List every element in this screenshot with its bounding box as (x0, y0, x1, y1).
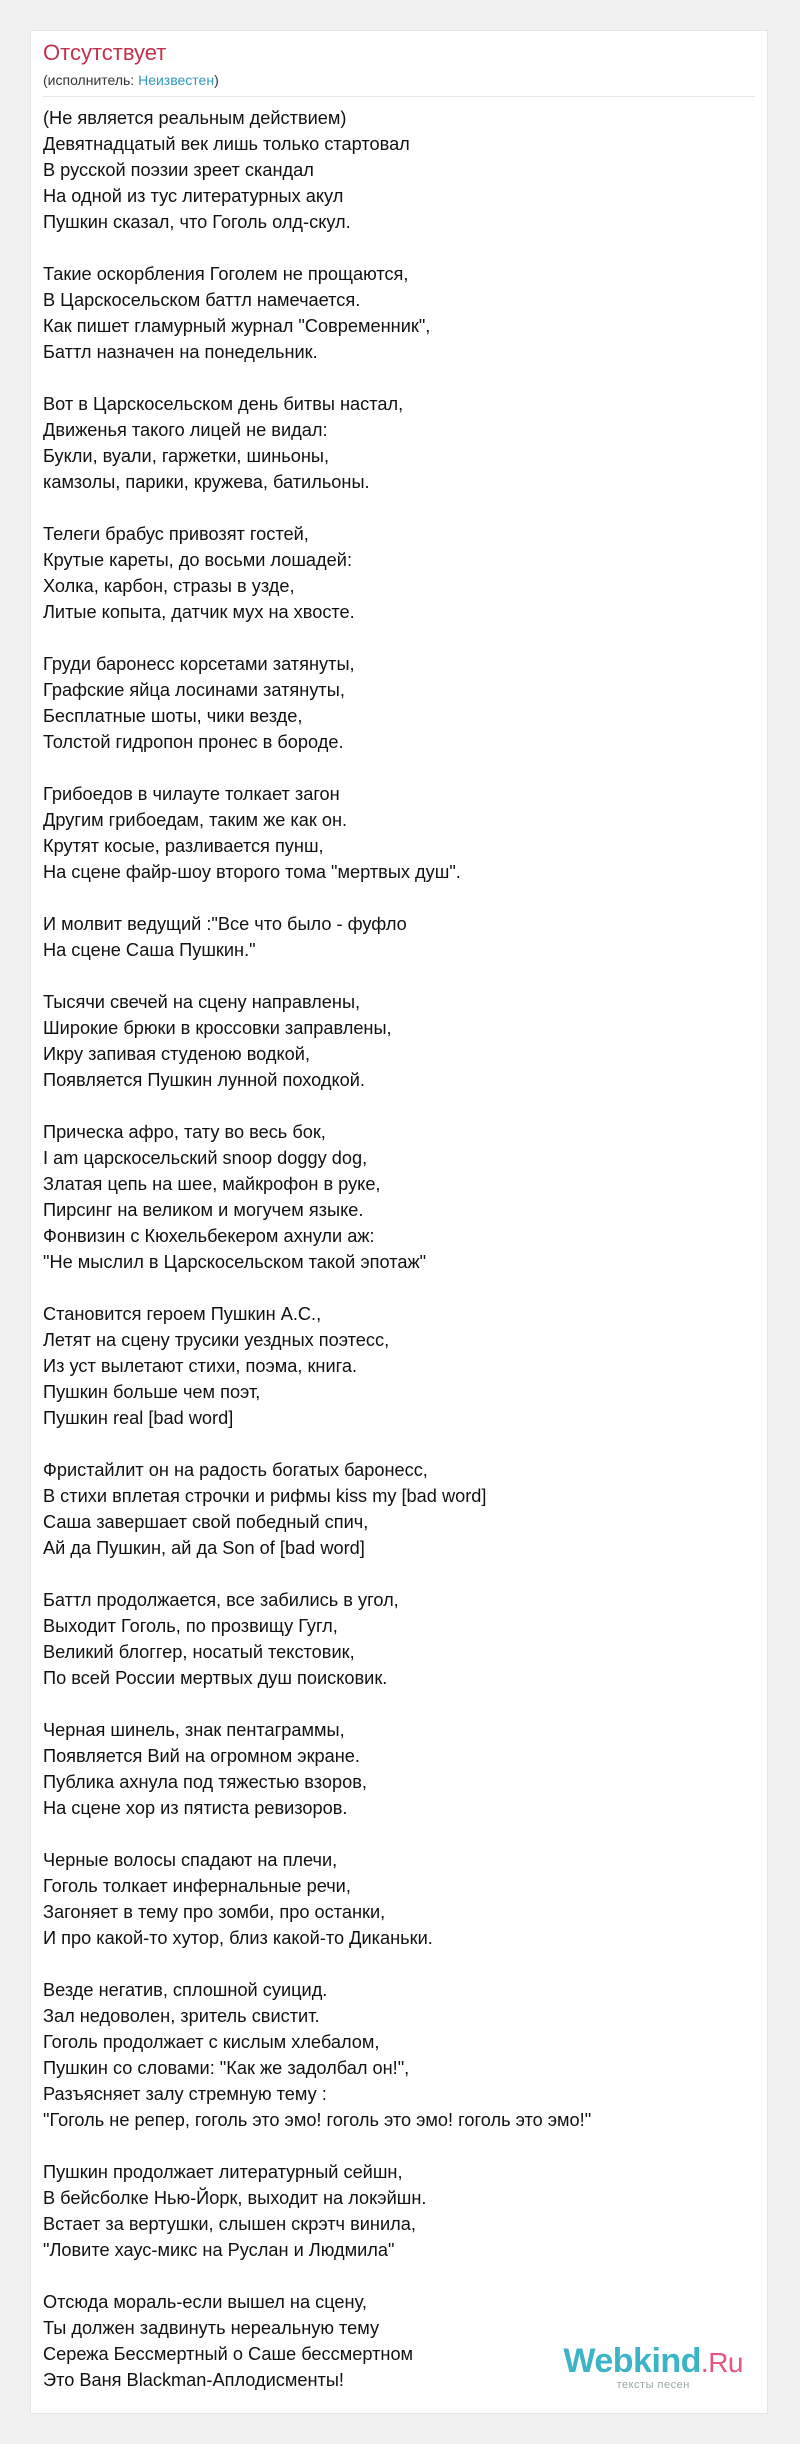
lyrics-line: Девятнадцатый век лишь только стартовал (43, 134, 410, 154)
lyrics-line: Ай да Пушкин, ай да Son of [bad word] (43, 1538, 365, 1558)
lyrics-line: Это Ваня Blackman-Аплодисменты! (43, 2370, 344, 2390)
lyrics-line: Гоголь продолжает с кислым хлебалом, (43, 2032, 380, 2052)
lyrics-line: Ты должен задвинуть нереальную тему (43, 2318, 380, 2338)
lyrics-stanza (43, 651, 753, 755)
lyrics-line: Такие оскорбления Гоголем не прощаются, (43, 264, 409, 284)
lyrics-line: Пушкин со словами: "Как же задолбал он!", (43, 2058, 410, 2078)
lyrics-line: В Царскосельском баттл намечается. (43, 290, 361, 310)
lyrics-stanza (43, 989, 753, 1093)
lyrics-line: (Не является реальным действием) (43, 108, 347, 128)
lyrics-line: камзолы, парики, кружева, батильоны. (43, 472, 370, 492)
lyrics-line: Сережа Бессмертный о Саше бессмертном (43, 2344, 414, 2364)
lyrics-line: На сцене файр-шоу второго тома "мертвых душ". (43, 862, 461, 882)
lyrics-line: Бесплатные шоты, чики везде, (43, 706, 303, 726)
lyrics-line: Отсюда мораль-если вышел на сцену, (43, 2292, 367, 2312)
lyrics-line: Златая цепь на шее, майкрофон в руке, (43, 1174, 381, 1194)
lyrics-line: Движенья такого лицей не видал: (43, 420, 328, 440)
lyrics-line: Из уст вылетают стихи, поэма, книга. (43, 1356, 358, 1376)
lyrics-line: Телеги брабус привозят гостей, (43, 524, 309, 544)
lyrics-line: Вот в Царскосельском день битвы настал, (43, 394, 404, 414)
lyrics-text (43, 105, 753, 2419)
lyrics-line: Разъясняет залу стремную тему : (43, 2084, 327, 2104)
lyrics-stanza (43, 1977, 753, 2133)
lyrics-line: Пушкин продолжает литературный сейшн, (43, 2162, 403, 2182)
lyrics-line: "Не мыслил в Царскосельском такой эпотаж" (43, 1252, 427, 1272)
lyrics-stanza (43, 1119, 753, 1275)
lyrics-stanza (43, 105, 753, 235)
artist-link[interactable]: Неизвестен (138, 72, 215, 88)
lyrics-line: Широкие брюки в кроссовки заправлены, (43, 1018, 392, 1038)
lyrics-stanza (43, 781, 753, 885)
lyrics-line: На одной из тус литературных акул (43, 186, 344, 206)
lyrics-line: Баттл продолжается, все забились в угол, (43, 1590, 399, 1610)
lyrics-line: Встает за вертушки, слышен скрэтч винила, (43, 2214, 416, 2234)
lyrics-line: Загоняет в тему про зомби, про останки, (43, 1902, 386, 1922)
lyrics-line: Появляется Вий на огромном экране. (43, 1746, 360, 1766)
lyrics-line: Черные волосы спадают на плечи, (43, 1850, 338, 1870)
lyrics-line: Как пишет гламурный журнал "Современник", (43, 316, 431, 336)
lyrics-line: В русской поэзии зреет скандал (43, 160, 314, 180)
lyrics-line: Груди баронесс корсетами затянуты, (43, 654, 355, 674)
logo-brand: Webkind (563, 2342, 701, 2380)
lyrics-line: Холка, карбон, стразы в узде, (43, 576, 295, 596)
lyrics-stanza (43, 1301, 753, 1431)
lyrics-line: Фристайлит он на радость богатых баронесс, (43, 1460, 428, 1480)
lyrics-stanza (43, 261, 753, 365)
artist-line (43, 71, 219, 89)
lyrics-line: И про какой-то хутор, близ какой-то Диканьки. (43, 1928, 433, 1948)
lyrics-line: По всей России мертвых душ поисковик. (43, 1668, 388, 1688)
lyrics-line: Фонвизин с Кюхельбекером ахнули аж: (43, 1226, 375, 1246)
lyrics-stanza (43, 911, 753, 963)
lyrics-line: Пушкин real [bad word] (43, 1408, 234, 1428)
lyrics-stanza (43, 521, 753, 625)
lyrics-line: Летят на сцену трусики уездных поэтесс, (43, 1330, 390, 1350)
lyrics-stanza (43, 1457, 753, 1561)
lyrics-line: Публика ахнула под тяжестью взоров, (43, 1772, 367, 1792)
song-title: Отсутствует (43, 40, 167, 65)
lyrics-line: Появляется Пушкин лунной походкой. (43, 1070, 365, 1090)
lyrics-line: Пирсинг на великом и могучем языке. (43, 1200, 364, 1220)
lyrics-line: На сцене хор из пятиста ревизоров. (43, 1798, 348, 1818)
lyrics-line: Черная шинель, знак пентаграммы, (43, 1720, 345, 1740)
logo-tagline: тексты песен (616, 2379, 690, 2391)
lyrics-line: Икру запивая студеною водкой, (43, 1044, 310, 1064)
lyrics-stanza (43, 1717, 753, 1821)
lyrics-line: Грибоедов в чилауте толкает загон (43, 784, 340, 804)
lyrics-line: Графские яйца лосинами затянуты, (43, 680, 345, 700)
lyrics-line: I am царскосельский snoop doggy dog, (43, 1148, 368, 1168)
logo-tld: .Ru (700, 2347, 743, 2378)
lyrics-line: Пушкин сказал, что Гоголь олд-скул. (43, 212, 351, 232)
lyrics-line: Зал недоволен, зритель свистит. (43, 2006, 320, 2026)
lyrics-line: Пушкин больше чем поэт, (43, 1382, 261, 1402)
lyrics-stanza (43, 391, 753, 495)
lyrics-line: Гоголь толкает инфернальные речи, (43, 1876, 351, 1896)
lyrics-line: И молвит ведущий :"Все что было - фуфло (43, 914, 407, 934)
lyrics-stanza (43, 1587, 753, 1691)
lyrics-card (30, 30, 768, 2414)
artist-suffix: ) (214, 72, 219, 88)
lyrics-line: Прическа афро, тату во весь бок, (43, 1122, 326, 1142)
title-divider (43, 96, 755, 97)
lyrics-stanza (43, 1847, 753, 1951)
lyrics-line: "Гоголь не репер, гоголь это эмо! гоголь это эмо! гоголь это эмо!" (43, 2110, 592, 2130)
artist-prefix: (исполнитель: (43, 72, 139, 88)
webkind-logo[interactable] (563, 2343, 743, 2391)
lyrics-line: Крутят косые, разливается пунш, (43, 836, 324, 856)
lyrics-line: Выходит Гоголь, по прозвищу Гугл, (43, 1616, 338, 1636)
lyrics-line: Литые копыта, датчик мух на хвосте. (43, 602, 355, 622)
lyrics-line: Великий блоггер, носатый текстовик, (43, 1642, 355, 1662)
lyrics-line: Везде негатив, сплошной суицид. (43, 1980, 328, 2000)
lyrics-line: Букли, вуали, гаржетки, шиньоны, (43, 446, 330, 466)
lyrics-line: Саша завершает свой победный спич, (43, 1512, 369, 1532)
lyrics-line: Баттл назначен на понедельник. (43, 342, 318, 362)
lyrics-line: Тысячи свечей на сцену направлены, (43, 992, 361, 1012)
lyrics-line: Крутые кареты, до восьми лошадей: (43, 550, 352, 570)
lyrics-line: Становится героем Пушкин А.С., (43, 1304, 322, 1324)
lyrics-line: На сцене Саша Пушкин." (43, 940, 256, 960)
lyrics-line: В бейсболке Нью-Йорк, выходит на локэйшн. (43, 2188, 427, 2208)
lyrics-line: "Ловите хаус-микс на Руслан и Людмила" (43, 2240, 395, 2260)
lyrics-line: В стихи вплетая строчки и рифмы kiss my [bad word] (43, 1486, 487, 1506)
lyrics-line: Толстой гидропон пронес в бороде. (43, 732, 344, 752)
logo-wordmark (563, 2343, 743, 2381)
lyrics-line: Другим грибоедам, таким же как он. (43, 810, 348, 830)
lyrics-stanza (43, 2159, 753, 2263)
